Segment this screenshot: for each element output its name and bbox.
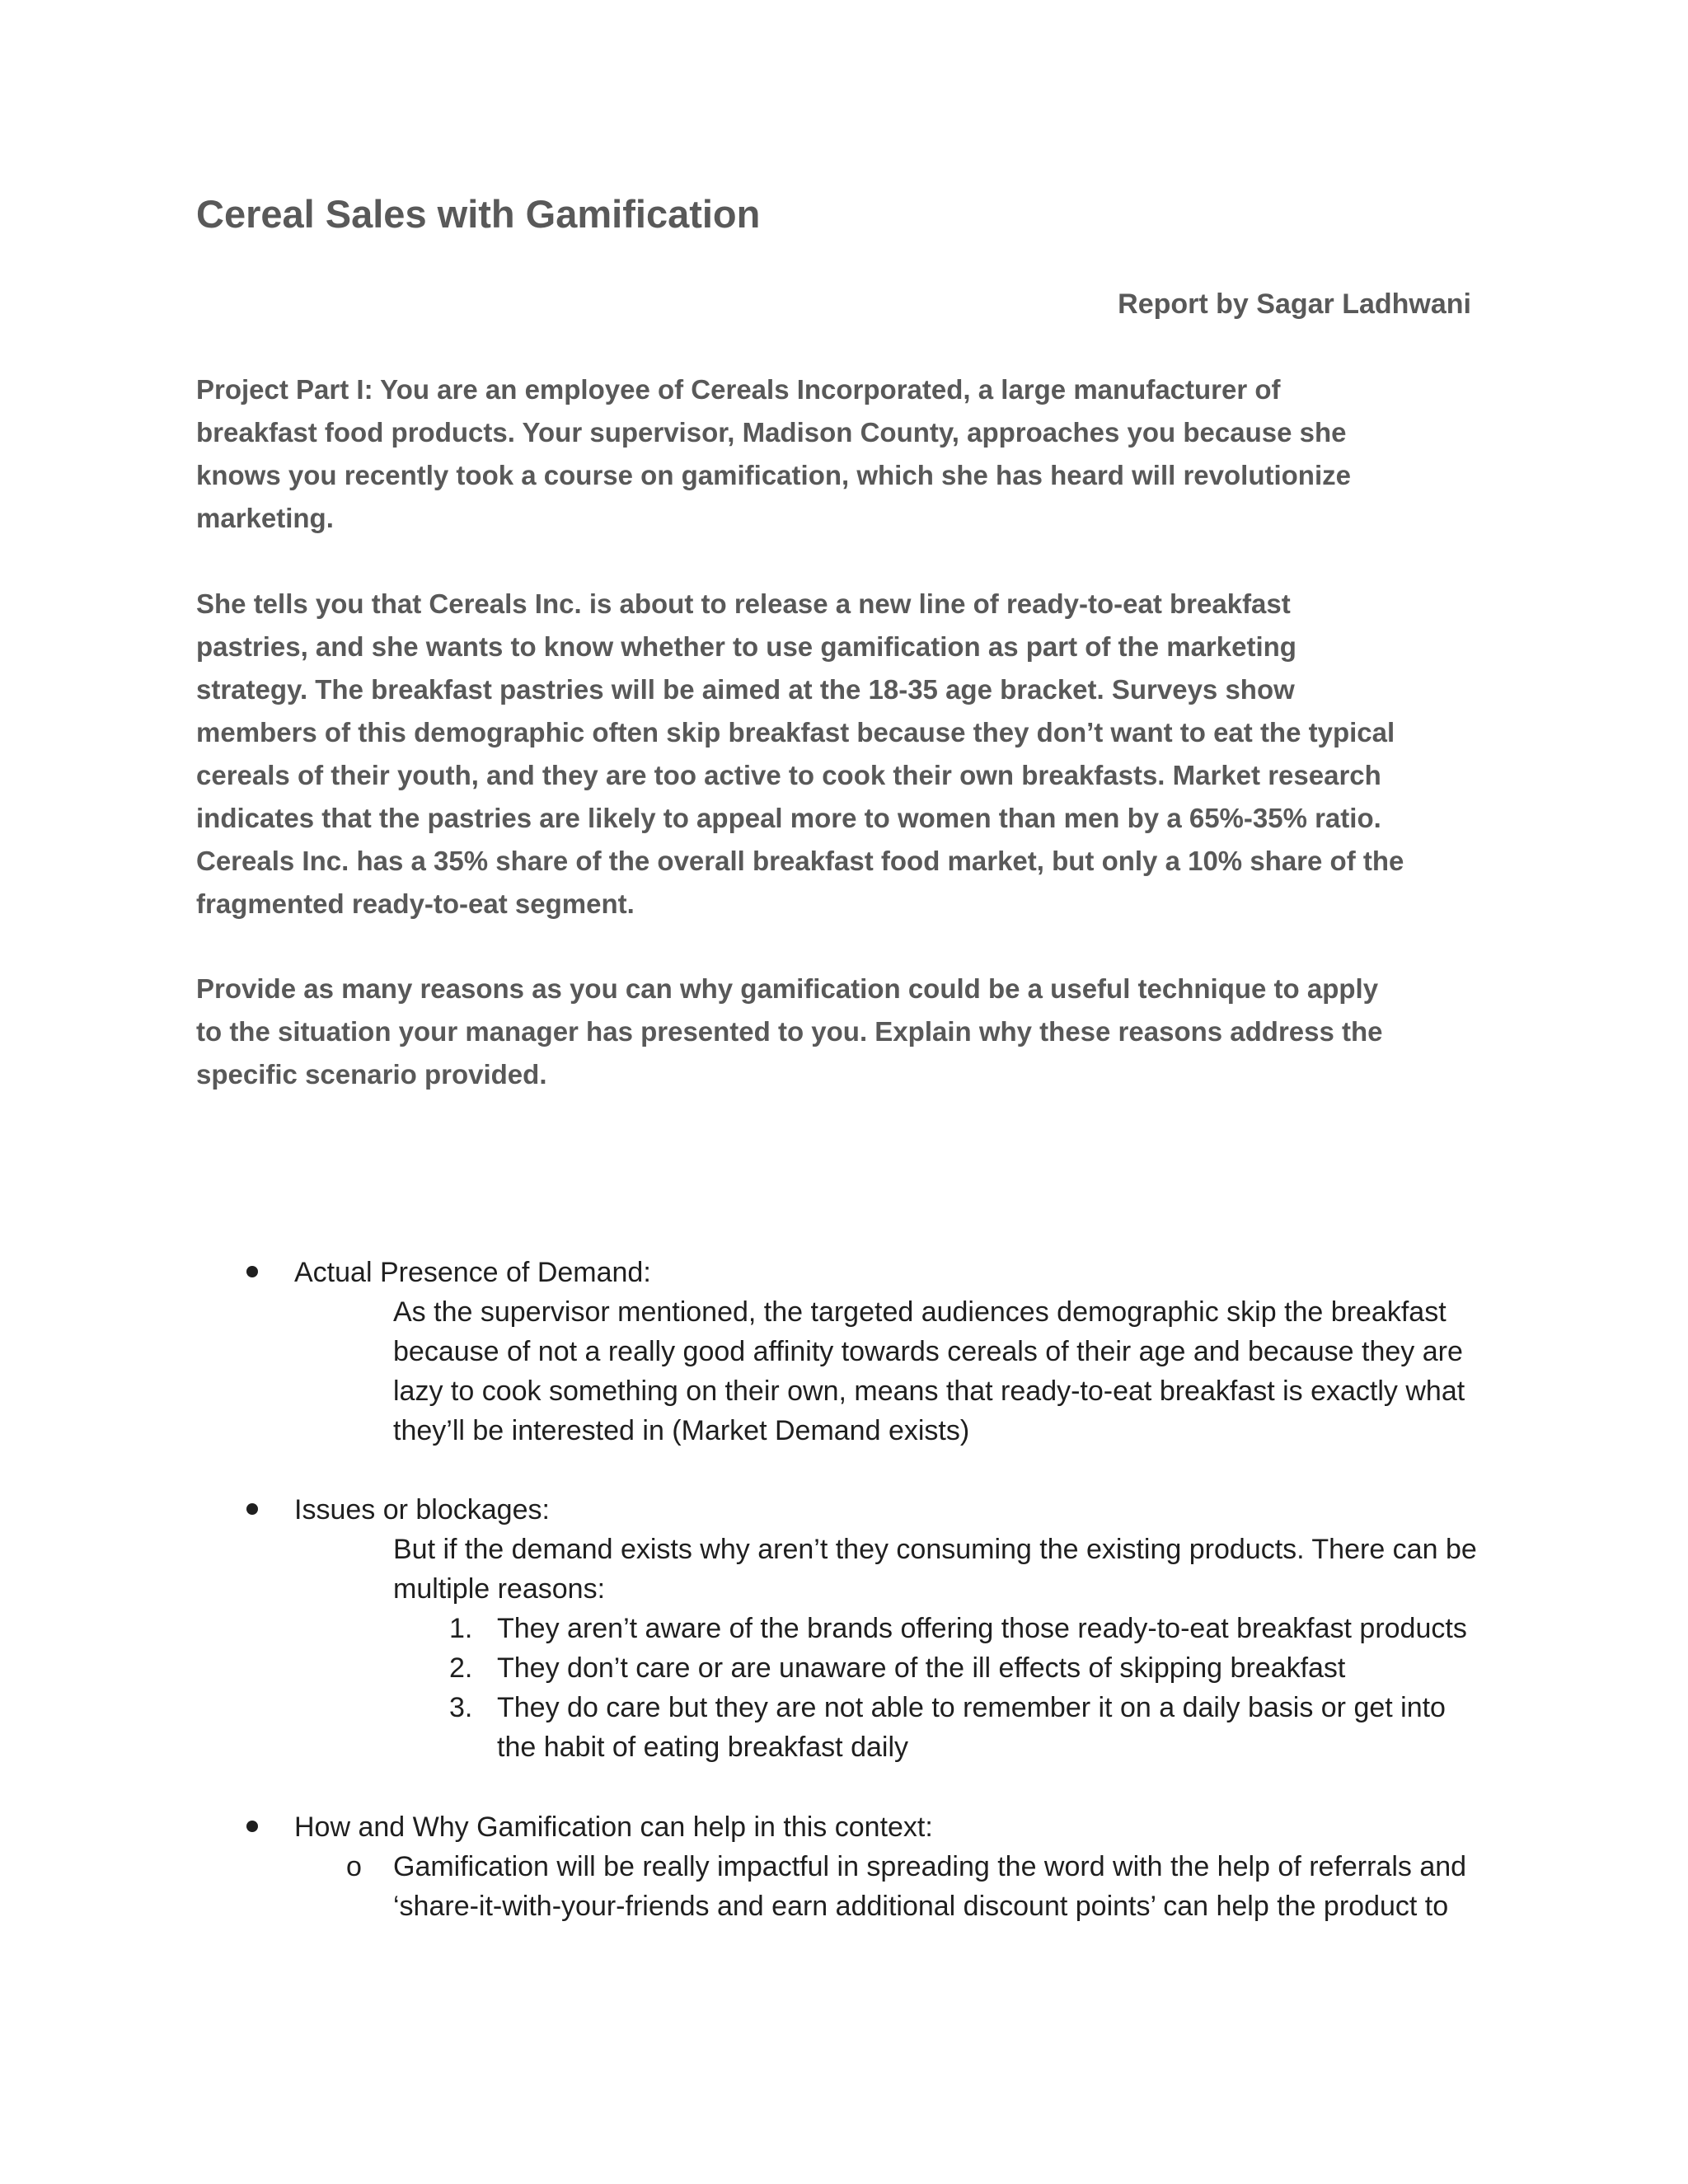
numbered-line: the habit of eating breakfast daily: [497, 1732, 908, 1763]
author-byline: Report by Sagar Ladhwani: [1118, 288, 1471, 320]
numbered-line: They don’t care or are unaware of the ill effects of skipping breakfast: [497, 1652, 1346, 1684]
prompt-line: strategy. The breakfast pastries will be aimed at the 18-35 age bracket. Surveys show: [196, 674, 1295, 705]
bullet-body: [393, 1292, 1465, 1451]
numbered-text: [497, 1609, 1467, 1648]
prompt-line: Project Part I: You are an employee of Cereals Incorporated, a large manufacturer of: [196, 374, 1281, 405]
number-label: 1.: [449, 1613, 473, 1644]
number-label: 2.: [449, 1652, 473, 1684]
bullet-body: [393, 1530, 1477, 1609]
document-title: Cereal Sales with Gamification: [196, 192, 761, 236]
prompt-line: specific scenario provided.: [196, 1059, 547, 1090]
sub-bullet-line: Gamification will be really impactful in spreading the word with the help of referrals and: [393, 1851, 1467, 1882]
number-label: 3.: [449, 1692, 473, 1723]
body-line: lazy to cook something on their own, means that ready-to-eat breakfast is exactly what: [393, 1376, 1465, 1407]
prompt-line: knows you recently took a course on gamification, which she has heard will revolutionize: [196, 460, 1351, 490]
prompt-line: fragmented ready-to-eat segment.: [196, 888, 635, 919]
prompt-paragraph-2: [196, 583, 1482, 926]
body-line: But if the demand exists why aren’t they consuming the existing products. There can be: [393, 1534, 1477, 1565]
prompt-line: members of this demographic often skip breakfast because they don’t want to eat the typical: [196, 717, 1395, 748]
numbered-text: [497, 1648, 1345, 1688]
bullet-heading: How and Why Gamification can help in this context:: [294, 1811, 933, 1843]
sub-bullet-text: [393, 1847, 1466, 1926]
prompt-line: Cereals Inc. has a 35% share of the overall breakfast food market, but only a 10% share of the: [196, 846, 1404, 876]
prompt-line: marketing.: [196, 503, 334, 533]
prompt-line: to the situation your manager has presented to you. Explain why these reasons address the: [196, 1016, 1383, 1047]
prompt-line: cereals of their youth, and they are too active to cook their own breakfasts. Market research: [196, 760, 1381, 790]
prompt-line: pastries, and she wants to know whether to use gamification as part of the marketing: [196, 631, 1296, 662]
bullet-dot-icon: [246, 1821, 258, 1832]
body-line: because of not a really good affinity towards cereals of their age and because they are: [393, 1336, 1463, 1367]
prompt-paragraph-3: [196, 968, 1482, 1096]
prompt-line: Provide as many reasons as you can why gamification could be a useful technique to apply: [196, 973, 1379, 1004]
numbered-line: They aren’t aware of the brands offering those ready-to-eat breakfast products: [497, 1613, 1467, 1644]
body-line: they’ll be interested in (Market Demand exists): [393, 1415, 970, 1446]
bullet-heading: Issues or blockages:: [294, 1494, 550, 1526]
bullet-dot-icon: [246, 1503, 258, 1515]
prompt-paragraph-1: [196, 368, 1482, 540]
numbered-line: They do care but they are not able to remember it on a daily basis or get into: [497, 1692, 1446, 1723]
body-line: As the supervisor mentioned, the targeted audiences demographic skip the breakfast: [393, 1296, 1447, 1328]
prompt-line: indicates that the pastries are likely to appeal more to women than men by a 65%-35% ratio.: [196, 803, 1381, 833]
prompt-line: She tells you that Cereals Inc. is about to release a new line of ready-to-eat breakfast: [196, 588, 1291, 619]
bullet-heading: Actual Presence of Demand:: [294, 1257, 651, 1288]
body-line: multiple reasons:: [393, 1573, 606, 1605]
bullet-dot-icon: [246, 1266, 258, 1277]
hollow-bullet-icon: o: [346, 1851, 362, 1882]
prompt-line: breakfast food products. Your supervisor, Madison County, approaches you because she: [196, 417, 1347, 448]
sub-bullet-line: ‘share-it-with-your-friends and earn additional discount points’ can help the product to: [393, 1891, 1449, 1922]
numbered-text: [497, 1688, 1446, 1767]
